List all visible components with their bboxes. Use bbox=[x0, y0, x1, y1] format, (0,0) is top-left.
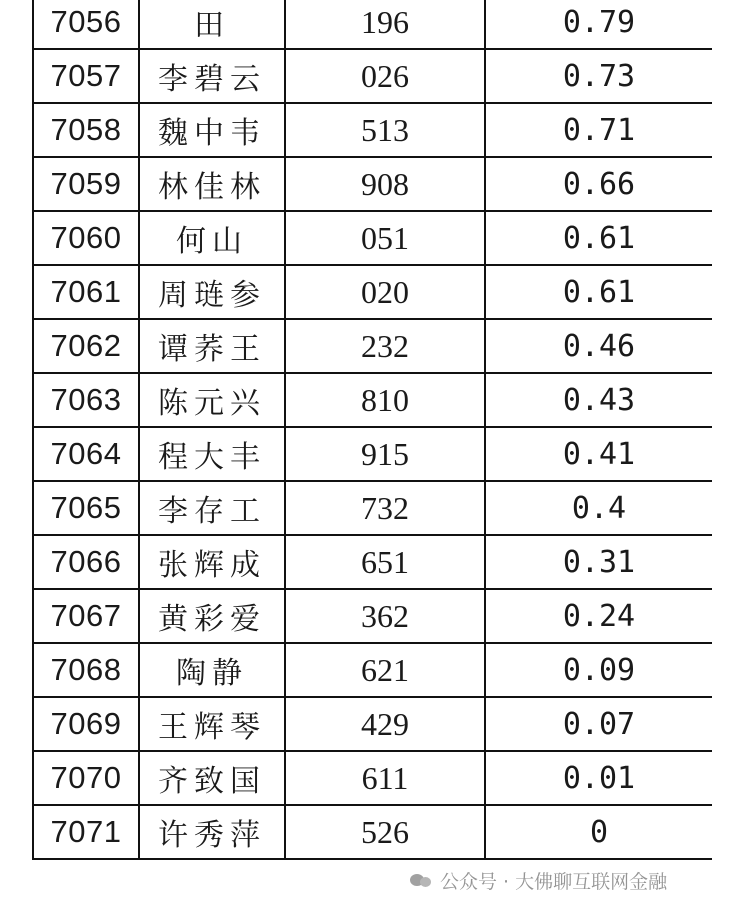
table-row bbox=[33, 589, 712, 643]
row-code-cell: 526 bbox=[285, 805, 485, 859]
row-name-cell: 林佳林 bbox=[139, 157, 285, 211]
row-name-cell: 李碧云 bbox=[139, 49, 285, 103]
table-row bbox=[33, 211, 712, 265]
row-id-cell: 7056 bbox=[33, 0, 139, 49]
row-name-cell: 陈元兴 bbox=[139, 373, 285, 427]
table-row bbox=[33, 481, 712, 535]
row-name-cell: 程大丰 bbox=[139, 427, 285, 481]
row-value-cell: 0.01 bbox=[485, 751, 712, 805]
row-value-cell: 0.79 bbox=[485, 0, 712, 49]
row-name-cell: 魏中韦 bbox=[139, 103, 285, 157]
table-row bbox=[33, 157, 712, 211]
row-name-cell: 周琏参 bbox=[139, 265, 285, 319]
row-value-cell: 0.41 bbox=[485, 427, 712, 481]
table-row bbox=[33, 643, 712, 697]
row-name-cell: 齐致国 bbox=[139, 751, 285, 805]
row-code-cell: 020 bbox=[285, 265, 485, 319]
table-row bbox=[33, 0, 712, 49]
watermark bbox=[410, 864, 667, 896]
table-row bbox=[33, 805, 712, 859]
row-id-cell: 7071 bbox=[33, 805, 139, 859]
row-name-cell: 黄彩爱 bbox=[139, 589, 285, 643]
row-code-cell: 621 bbox=[285, 643, 485, 697]
row-code-cell: 732 bbox=[285, 481, 485, 535]
table-row bbox=[33, 697, 712, 751]
row-value-cell: 0.4 bbox=[485, 481, 712, 535]
row-name-cell: 何山 bbox=[139, 211, 285, 265]
table-row bbox=[33, 103, 712, 157]
table-row bbox=[33, 535, 712, 589]
row-id-cell: 7061 bbox=[33, 265, 139, 319]
row-code-cell: 232 bbox=[285, 319, 485, 373]
row-code-cell: 026 bbox=[285, 49, 485, 103]
row-name-cell: 李存工 bbox=[139, 481, 285, 535]
row-value-cell: 0.71 bbox=[485, 103, 712, 157]
row-value-cell: 0.46 bbox=[485, 319, 712, 373]
row-value-cell: 0.31 bbox=[485, 535, 712, 589]
row-id-cell: 7062 bbox=[33, 319, 139, 373]
row-code-cell: 908 bbox=[285, 157, 485, 211]
table-row bbox=[33, 265, 712, 319]
row-id-cell: 7065 bbox=[33, 481, 139, 535]
row-id-cell: 7058 bbox=[33, 103, 139, 157]
row-code-cell: 362 bbox=[285, 589, 485, 643]
table-row bbox=[33, 49, 712, 103]
row-code-cell: 051 bbox=[285, 211, 485, 265]
table-row bbox=[33, 373, 712, 427]
data-table bbox=[32, 0, 712, 860]
row-value-cell: 0.61 bbox=[485, 265, 712, 319]
row-value-cell: 0.61 bbox=[485, 211, 712, 265]
row-name-cell: 谭荞王 bbox=[139, 319, 285, 373]
row-value-cell: 0.09 bbox=[485, 643, 712, 697]
row-code-cell: 513 bbox=[285, 103, 485, 157]
row-id-cell: 7059 bbox=[33, 157, 139, 211]
table-body bbox=[33, 0, 712, 859]
row-id-cell: 7057 bbox=[33, 49, 139, 103]
row-id-cell: 7069 bbox=[33, 697, 139, 751]
row-id-cell: 7070 bbox=[33, 751, 139, 805]
data-sheet bbox=[32, 0, 712, 898]
row-code-cell: 810 bbox=[285, 373, 485, 427]
table-row bbox=[33, 319, 712, 373]
row-name-cell: 张辉成 bbox=[139, 535, 285, 589]
row-code-cell: 651 bbox=[285, 535, 485, 589]
row-name-cell: 许秀萍 bbox=[139, 805, 285, 859]
row-id-cell: 7060 bbox=[33, 211, 139, 265]
row-value-cell: 0.07 bbox=[485, 697, 712, 751]
wechat-icon bbox=[410, 872, 432, 888]
row-id-cell: 7067 bbox=[33, 589, 139, 643]
watermark-text: 公众号 · 大佛聊互联网金融 bbox=[440, 870, 668, 893]
row-id-cell: 7068 bbox=[33, 643, 139, 697]
row-value-cell: 0.43 bbox=[485, 373, 712, 427]
row-value-cell: 0.66 bbox=[485, 157, 712, 211]
table-row bbox=[33, 751, 712, 805]
row-name-cell: 王辉琴 bbox=[139, 697, 285, 751]
row-id-cell: 7066 bbox=[33, 535, 139, 589]
row-value-cell: 0.73 bbox=[485, 49, 712, 103]
row-name-cell: 田 bbox=[139, 0, 285, 49]
row-code-cell: 196 bbox=[285, 0, 485, 49]
row-name-cell: 陶静 bbox=[139, 643, 285, 697]
row-id-cell: 7063 bbox=[33, 373, 139, 427]
row-value-cell: 0.24 bbox=[485, 589, 712, 643]
table-row bbox=[33, 427, 712, 481]
row-code-cell: 915 bbox=[285, 427, 485, 481]
row-value-cell: 0 bbox=[485, 805, 712, 859]
row-code-cell: 611 bbox=[285, 751, 485, 805]
row-code-cell: 429 bbox=[285, 697, 485, 751]
row-id-cell: 7064 bbox=[33, 427, 139, 481]
